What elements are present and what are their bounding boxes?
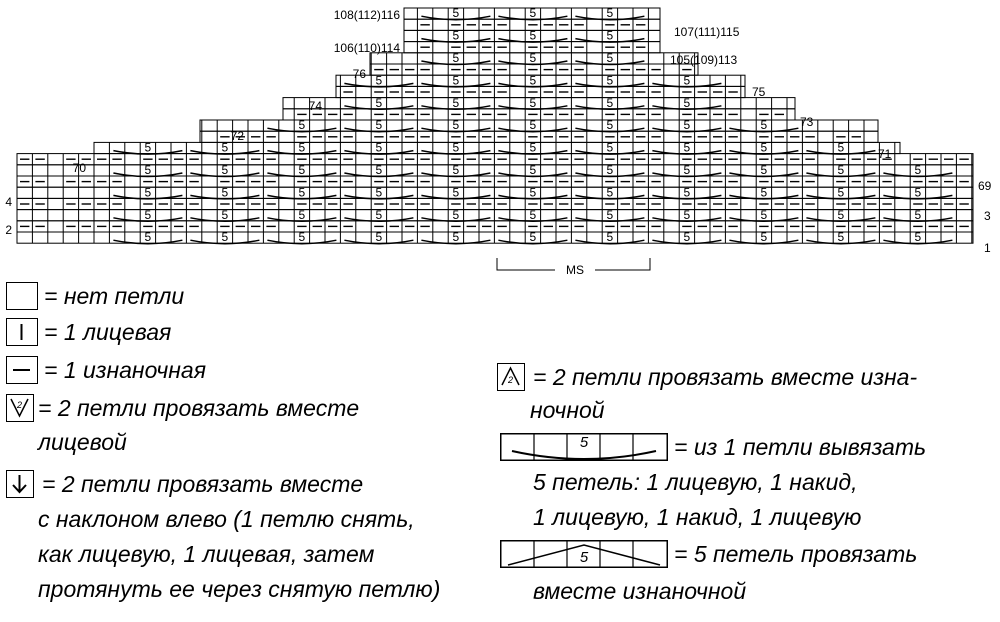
row-label: 107(111)115 bbox=[674, 25, 740, 39]
repeat-label: MS bbox=[566, 263, 584, 277]
motif-number: 5 bbox=[452, 207, 460, 222]
inc5-symbol-icon bbox=[500, 433, 668, 461]
legend-p2tog-text: = 2 петли провязать вместе изна- bbox=[533, 364, 918, 390]
motif-number: 5 bbox=[914, 230, 922, 245]
motif-number: 5 bbox=[529, 95, 537, 110]
motif-number: 5 bbox=[298, 185, 306, 200]
motif-number: 5 bbox=[914, 185, 922, 200]
legend-k2tog bbox=[6, 394, 359, 422]
row-label: 75 bbox=[752, 85, 766, 99]
empty-cell-icon bbox=[6, 282, 38, 310]
motif-number: 5 bbox=[144, 185, 152, 200]
motif-number: 5 bbox=[606, 140, 614, 155]
motif-number: 5 bbox=[529, 163, 537, 177]
motif-number: 5 bbox=[760, 118, 768, 133]
legend-ssk-cont1: с наклоном влево (1 петлю снять, bbox=[38, 506, 415, 532]
motif-number: 5 bbox=[606, 73, 614, 88]
motif-number: 5 bbox=[837, 207, 845, 222]
motif-number: 5 bbox=[683, 140, 691, 155]
legend-dec5 bbox=[500, 540, 917, 568]
motif-number: 5 bbox=[606, 207, 614, 222]
motif-number: 5 bbox=[837, 163, 845, 177]
motif-number: 5 bbox=[683, 230, 691, 245]
motif-number: 5 bbox=[452, 51, 460, 65]
legend-knit-text: = 1 лицевая bbox=[44, 319, 172, 345]
motif-number: 5 bbox=[221, 230, 229, 245]
motif-number: 5 bbox=[914, 163, 922, 177]
motif-number: 5 bbox=[221, 185, 229, 200]
motif-number: 5 bbox=[606, 163, 614, 177]
legend-purl-text: = 1 изнаночная bbox=[44, 357, 206, 383]
legend-p2tog bbox=[497, 363, 917, 391]
motif-number: 5 bbox=[837, 230, 845, 245]
motif-number: 5 bbox=[375, 118, 383, 133]
motif-number: 5 bbox=[529, 185, 537, 200]
motif-number: 5 bbox=[298, 163, 306, 177]
legend-no-stitch-text: = нет петли bbox=[44, 283, 185, 309]
row-label: 4 bbox=[5, 195, 12, 209]
motif-number: 5 bbox=[606, 118, 614, 133]
legend-inc5-text: = из 1 петли вывязать bbox=[674, 434, 927, 460]
legend-ssk-text: = 2 петли провязать вместе bbox=[42, 471, 364, 497]
motif-number: 5 bbox=[375, 185, 383, 200]
motif-number: 5 bbox=[144, 230, 152, 245]
motif-number: 5 bbox=[683, 118, 691, 133]
motif-number: 5 bbox=[914, 207, 922, 222]
legend-p2tog-cont: ночной bbox=[530, 397, 605, 423]
legend-dec5-text: = 5 петель провязать bbox=[674, 541, 918, 567]
motif-number: 5 bbox=[452, 140, 460, 155]
ssk-arrow-icon bbox=[6, 470, 34, 498]
legend-no-stitch bbox=[6, 282, 184, 310]
legend-ssk bbox=[6, 470, 363, 498]
motif-number: 5 bbox=[221, 207, 229, 222]
motif-number: 5 bbox=[375, 95, 383, 110]
motif-number: 5 bbox=[221, 163, 229, 177]
motif-number: 5 bbox=[375, 140, 383, 155]
row-label: 76 bbox=[352, 67, 366, 81]
purl-icon bbox=[6, 356, 38, 384]
motif-number: 5 bbox=[529, 140, 537, 155]
row-label: 72 bbox=[230, 129, 244, 143]
motif-number: 5 bbox=[760, 140, 768, 155]
motif-number: 5 bbox=[683, 207, 691, 222]
motif-number: 5 bbox=[298, 207, 306, 222]
motif-number: 5 bbox=[529, 6, 537, 21]
motif-number: 5 bbox=[683, 73, 691, 88]
motif-number: 5 bbox=[144, 207, 152, 222]
svg-text:2: 2 bbox=[16, 400, 23, 410]
motif-number: 5 bbox=[375, 163, 383, 177]
motif-number: 5 bbox=[529, 51, 537, 65]
motif-number: 5 bbox=[452, 95, 460, 110]
motif-number: 5 bbox=[298, 230, 306, 245]
motif-number: 5 bbox=[606, 185, 614, 200]
legend-inc5-cont1: 5 петель: 1 лицевую, 1 накид, bbox=[533, 469, 858, 495]
legend-purl bbox=[6, 356, 206, 384]
motif-number: 5 bbox=[606, 95, 614, 110]
legend-ssk-cont3: протянуть ее через снятую петлю) bbox=[38, 576, 441, 602]
motif-number: 5 bbox=[452, 230, 460, 245]
motif-number: 5 bbox=[375, 73, 383, 88]
motif-number: 5 bbox=[683, 185, 691, 200]
row-label: 70 bbox=[72, 161, 86, 175]
motif-number: 5 bbox=[375, 230, 383, 245]
row-label: 108(112)116 bbox=[333, 8, 400, 22]
motif-number: 5 bbox=[452, 185, 460, 200]
motif-number: 5 bbox=[452, 73, 460, 88]
motif-number: 5 bbox=[683, 95, 691, 110]
row-label: 105(109)113 bbox=[670, 53, 738, 67]
legend-dec5-cont: вместе изнаночной bbox=[533, 578, 747, 604]
legend-inc5 bbox=[500, 433, 926, 461]
k2tog-icon bbox=[6, 394, 34, 422]
legend-ssk-cont2: как лицевую, 1 лицевая, затем bbox=[38, 541, 375, 567]
motif-number: 5 bbox=[298, 140, 306, 155]
motif-number: 5 bbox=[452, 28, 460, 43]
motif-number: 5 bbox=[760, 185, 768, 200]
motif-number: 5 bbox=[529, 73, 537, 88]
legend-knit bbox=[6, 318, 171, 346]
dec5-symbol-icon bbox=[500, 540, 668, 568]
row-label: 74 bbox=[308, 99, 322, 113]
dec5-symbol-label: 5 bbox=[579, 549, 589, 566]
motif-number: 5 bbox=[529, 28, 537, 43]
motif-number: 5 bbox=[452, 163, 460, 177]
motif-number: 5 bbox=[375, 207, 383, 222]
row-label: 1 bbox=[984, 241, 991, 255]
motif-number: 5 bbox=[606, 230, 614, 245]
motif-number: 5 bbox=[529, 207, 537, 222]
motif-number: 5 bbox=[760, 163, 768, 177]
legend-inc5-cont2: 1 лицевую, 1 накид, 1 лицевую bbox=[533, 504, 862, 530]
p2tog-icon bbox=[497, 363, 525, 391]
motif-number: 5 bbox=[606, 28, 614, 43]
motif-number: 5 bbox=[606, 6, 614, 21]
inc5-symbol-label: 5 bbox=[579, 434, 589, 451]
svg-text:2: 2 bbox=[507, 375, 514, 385]
motif-number: 5 bbox=[606, 51, 614, 65]
row-label: 2 bbox=[5, 223, 12, 237]
row-label: 69 bbox=[978, 179, 992, 193]
legend-k2tog-cont: лицевой bbox=[38, 429, 127, 455]
legend-k2tog-text: = 2 петли провязать вместе bbox=[38, 395, 360, 421]
motif-number: 5 bbox=[760, 230, 768, 245]
motif-number: 5 bbox=[760, 207, 768, 222]
motif-number: 5 bbox=[837, 140, 845, 155]
knit-icon bbox=[6, 318, 38, 346]
motif-number: 5 bbox=[221, 140, 229, 155]
motif-number: 5 bbox=[298, 118, 306, 133]
motif-number: 5 bbox=[144, 140, 152, 155]
motif-number: 5 bbox=[683, 163, 691, 177]
motif-number: 5 bbox=[144, 163, 152, 177]
motif-number: 5 bbox=[529, 118, 537, 133]
motif-number: 5 bbox=[529, 230, 537, 245]
row-label: 106(110)114 bbox=[333, 41, 400, 55]
motif-number: 5 bbox=[452, 118, 460, 133]
row-label: 73 bbox=[800, 115, 814, 129]
motif-number: 5 bbox=[837, 185, 845, 200]
motif-number: 5 bbox=[452, 6, 460, 21]
row-label: 3 bbox=[984, 209, 991, 223]
row-label: 71 bbox=[878, 147, 892, 161]
